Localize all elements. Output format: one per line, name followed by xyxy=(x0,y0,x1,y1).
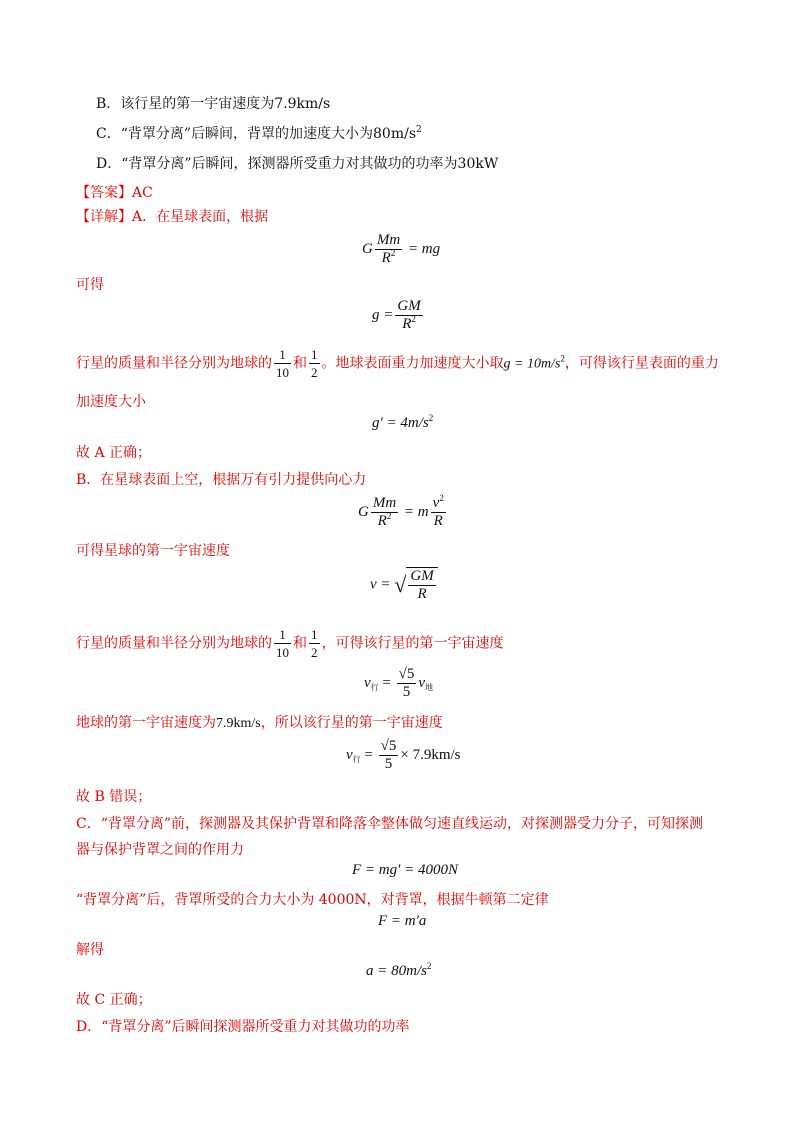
fraction-one-tenth: $\frac{1}{10}$ xyxy=(276,347,289,380)
equation-velocity-ratio: $v_行$ = $\frac{√5}{5}$ $v_地$ xyxy=(364,666,434,700)
fraction: $\frac{v^2}{R}$ xyxy=(432,493,444,529)
sqrt-symbol: √ $\frac{GM}{R}$ xyxy=(394,567,437,603)
c-correct: 故 C 正确； xyxy=(76,992,152,1008)
c-line-3: “背罩分离”后，背罩所受的合力大小为 4000N，对背罩，根据牛顿第二定律 xyxy=(76,892,549,908)
detail-a-intro: 【详解】A．在星球表面，根据 xyxy=(76,209,269,225)
fraction-one-tenth: $\frac{1}{10}$ xyxy=(276,627,289,660)
fraction: $\frac{Mm}{R^2}$ xyxy=(376,232,401,266)
equation-first-cosmic-velocity: v = √ $\frac{GM}{R}$ xyxy=(370,567,438,603)
paragraph-b-earth-velocity: 地球的第一宇宙速度为7.9km/s，所以该行星的第一宇宙速度 xyxy=(76,715,443,731)
c-jiede: 解得 xyxy=(76,942,104,958)
fraction: $\frac{GM}{R^2}$ xyxy=(397,298,421,332)
option-d: D．“背罩分离”后瞬间，探测器所受重力对其做功的功率为30kW xyxy=(96,156,499,172)
equation-force: F = mg′ = 4000N xyxy=(352,862,459,878)
fraction-one-half: $\frac{1}{2}$ xyxy=(311,627,318,660)
b-intro: B．在星球表面上空，根据万有引力提供向心力 xyxy=(76,472,367,488)
fraction: $\frac{GM}{R}$ xyxy=(410,568,434,602)
b-wrong: 故 B 错误； xyxy=(76,789,152,805)
equation-planet-g: $g' = 4m/s^2$ xyxy=(372,413,434,431)
equation-acceleration: $a = 80m/s^2$ xyxy=(366,961,432,979)
equation-gravity-surface: G $\frac{Mm}{R^2}$ = mg xyxy=(362,232,441,266)
fraction-one-half: $\frac{1}{2}$ xyxy=(311,347,318,380)
fraction: $\frac{Mm}{R^2}$ xyxy=(372,495,397,529)
answer-label: 【答案】AC xyxy=(76,185,153,201)
fraction: $\frac{√5}{5}$ xyxy=(398,666,415,700)
fraction: $\frac{√5}{5}$ xyxy=(380,738,397,772)
d-line: D．“背罩分离”后瞬间探测器所受重力对其做功的功率 xyxy=(76,1019,410,1035)
equation-centripetal: G $\frac{Mm}{R^2}$ = m $\frac{v^2}{R}$ xyxy=(358,493,444,529)
option-b: B．该行星的第一宇宙速度为7.9km/s xyxy=(96,96,331,112)
equation-newton-second: F = m′a xyxy=(378,913,427,929)
a-correct: 故 A 正确； xyxy=(76,445,152,461)
paragraph-b-ratio: 行星的质量和半径分别为地球的 $\frac{1}{10}$ 和 $\frac{1}{2}$ ，可得该行星的第一宇宙速度 xyxy=(76,627,504,660)
text-kede-1: 可得 xyxy=(76,277,104,293)
equation-g-expression: g = $\frac{GM}{R^2}$ xyxy=(372,298,421,332)
option-c: C．“背罩分离”后瞬间，背罩的加速度大小为$80m/s^2$ xyxy=(96,125,422,142)
c-line-2: 器与保护背罩之间的作用力 xyxy=(76,842,244,858)
paragraph-a-accel: 加速度大小 xyxy=(76,394,146,410)
equation-planet-velocity: $v_行$ = $\frac{√5}{5}$ × 7.9km/s xyxy=(346,738,461,772)
b-kede: 可得星球的第一宇宙速度 xyxy=(76,543,230,559)
c-line-1: C．“背罩分离”前，探测器及其保护背罩和降落伞整体做匀速直线运动，对探测器受力分子，可知探测 xyxy=(76,816,704,832)
paragraph-a-ratio: 行星的质量和半径分别为地球的 $\frac{1}{10}$ 和 $\frac{1}{2}$ 。地球表面重力加速度大小取$g = 10m/s^2$，可得该行星表面的重力 xyxy=(76,347,719,380)
